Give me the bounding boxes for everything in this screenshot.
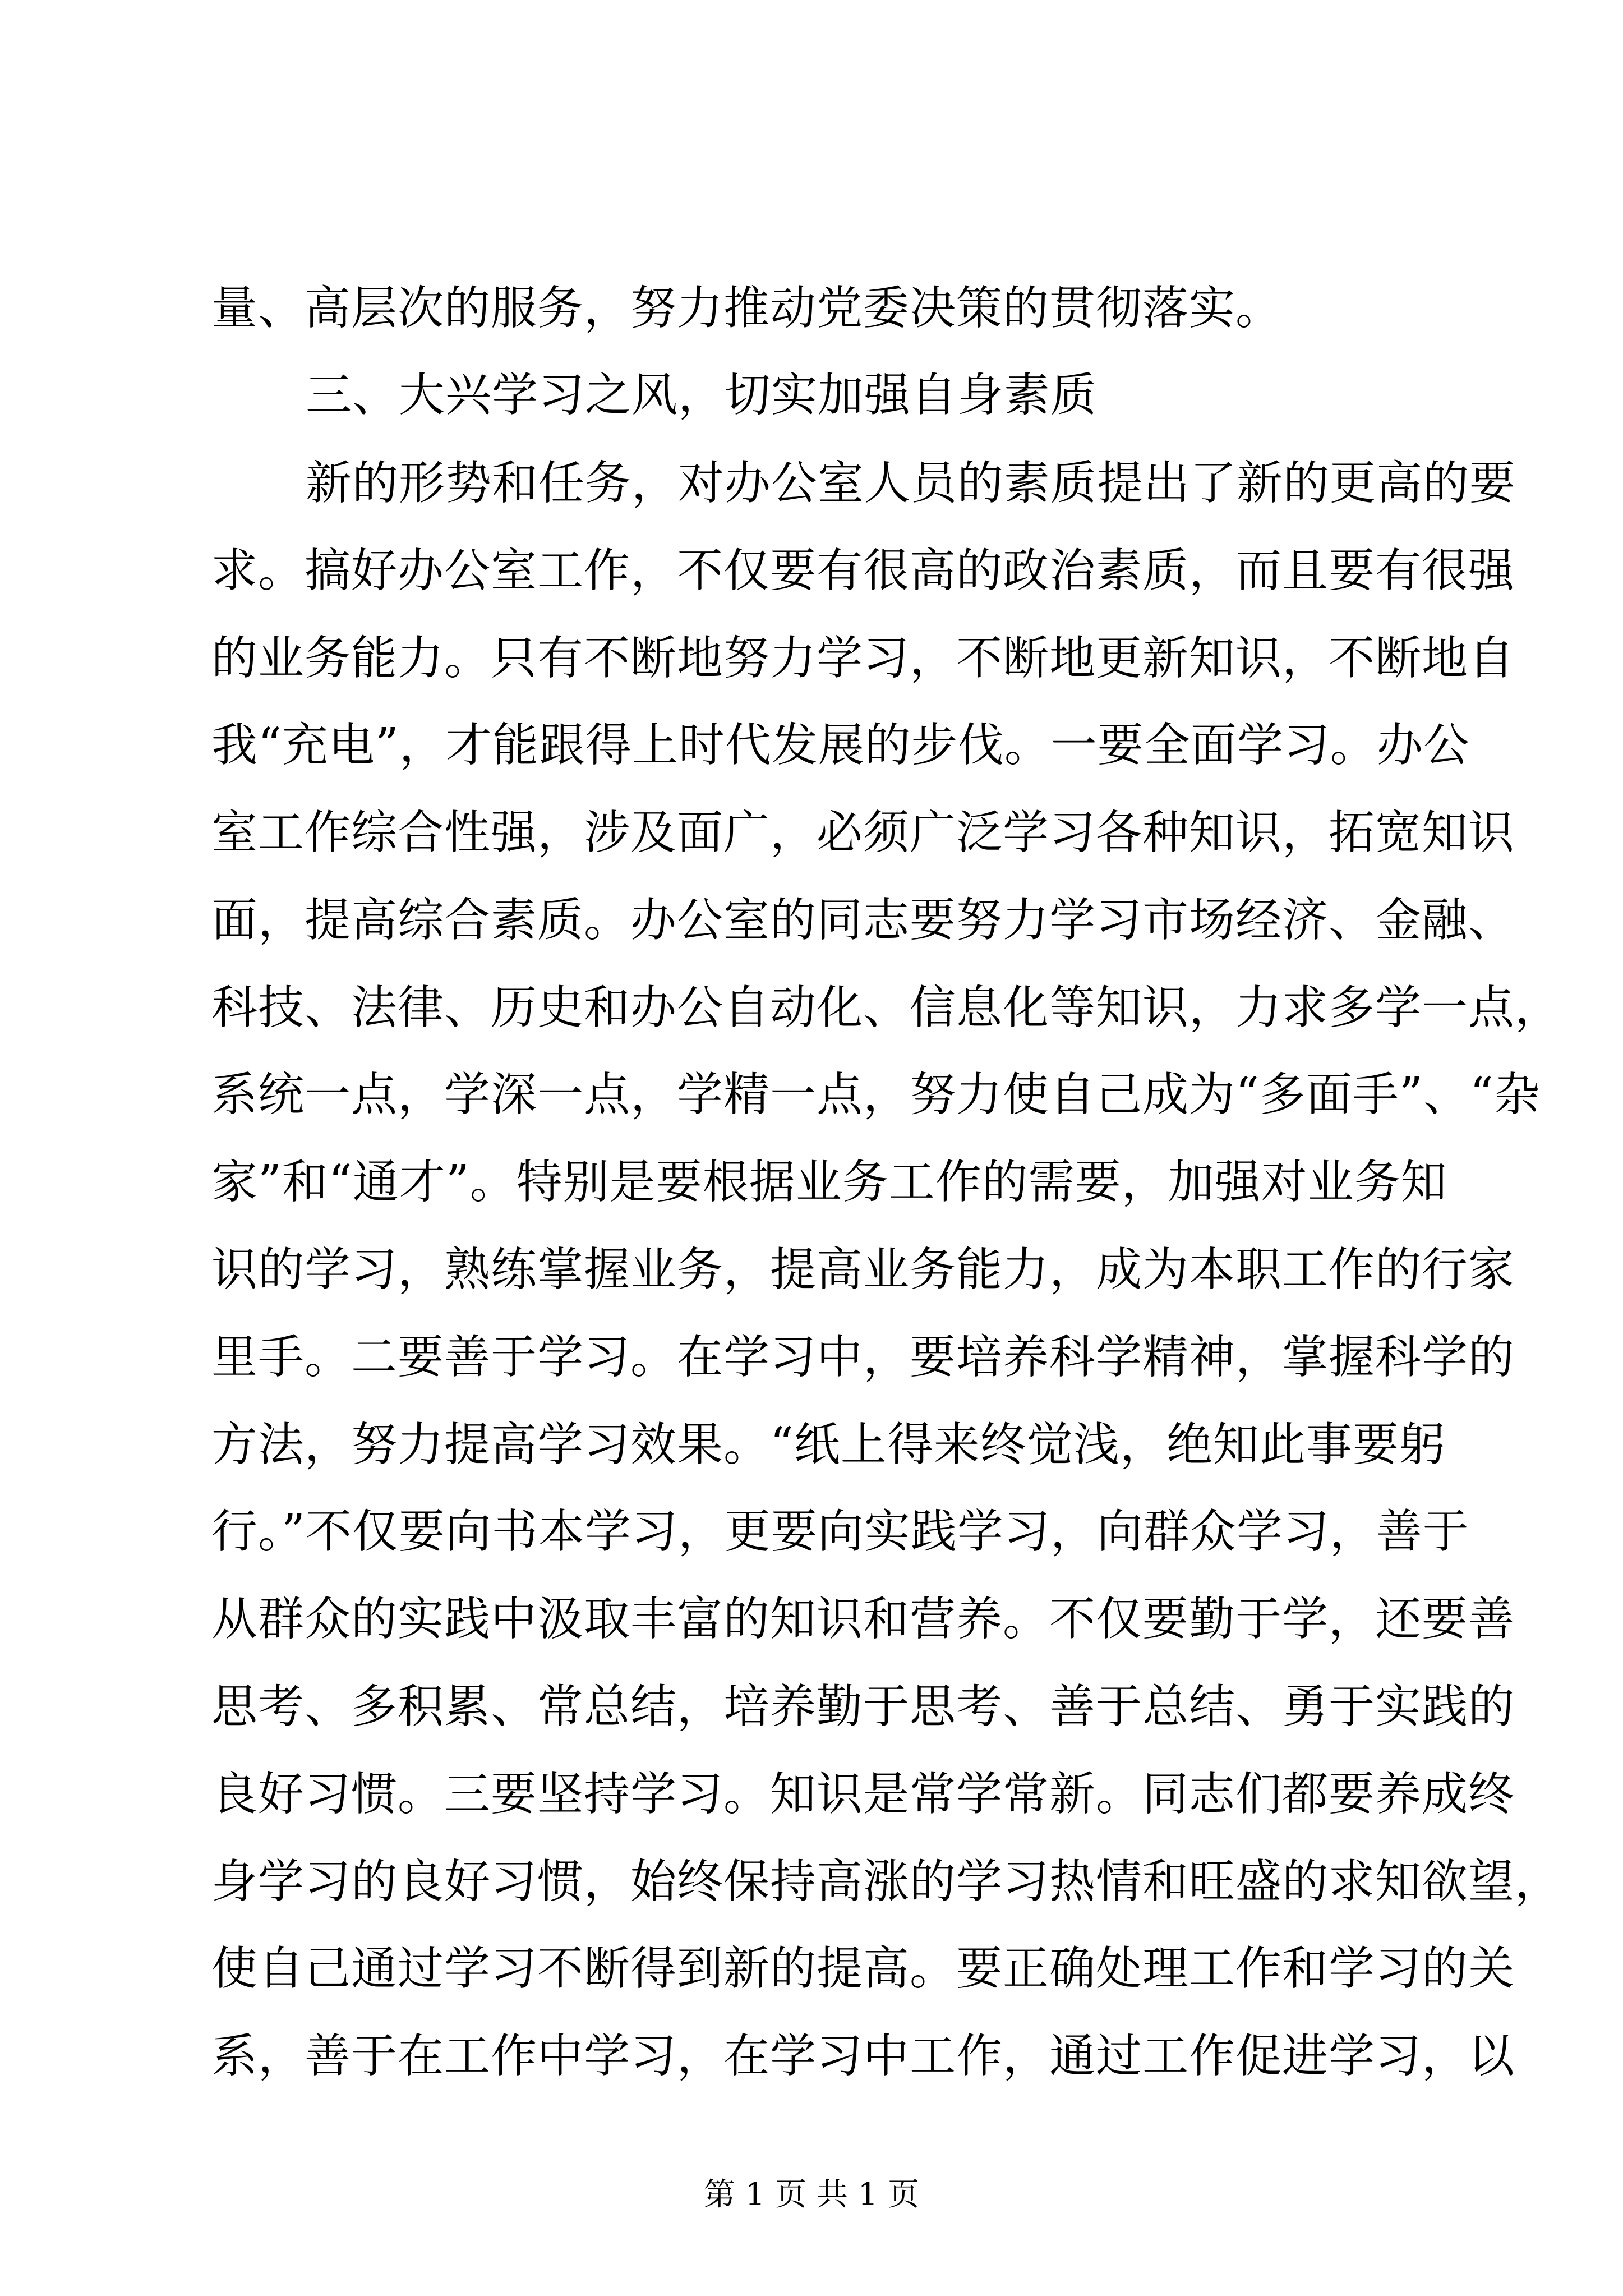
text-line-4: 求。搞好办公室工作，不仅要有很高的政治素质，而且要有很强 [211,544,1515,597]
text-line-5: 的业务能力。只有不断地努力学习，不断地更新知识，不断地自 [211,632,1515,685]
text-line-13: 里手。二要善于学习。在学习中，要培养科学精神，掌握科学的 [211,1331,1515,1384]
text-line-18: 良好习惯。三要坚持学习。知识是常学常新。同志们都要养成终 [211,1768,1515,1821]
text-line-6: 我“充电”，才能跟得上时代发展的步伐。一要全面学习。办公 [211,719,1470,772]
text-line-8: 面，提高综合素质。办公室的同志要努力学习市场经济、金融、 [211,894,1515,947]
text-line-15: 行。”不仅要向书本学习，更要向实践学习，向群众学习，善于 [211,1505,1469,1558]
section-heading: 三、大兴学习之风，切实加强自身素质 [306,369,1098,422]
text-line-10: 系统一点，学深一点，学精一点，努力使自己成为“多面手”、“杂 [211,1068,1541,1121]
text-line-1: 量、高层次的服务，努力推动党委决策的贯彻落实。 [211,282,1283,335]
text-line-9: 科技、法律、历史和办公自动化、信息化等知识，力求多学一点， [211,981,1562,1034]
text-line-12: 识的学习，熟练掌握业务，提高业务能力，成为本职工作的行家 [211,1243,1515,1296]
text-line-14: 方法，努力提高学习效果。“纸上得来终觉浅，绝知此事要躬 [211,1418,1446,1471]
page-number-footer: 第 1 页 共 1 页 [703,2177,920,2213]
text-line-11: 家”和“通才”。特别是要根据业务工作的需要，加强对业务知 [211,1156,1447,1209]
text-line-3: 新的形势和任务，对办公室人员的素质提出了新的更高的要 [306,457,1516,510]
text-line-21: 系，善于在工作中学习，在学习中工作，通过工作促进学习，以 [211,2030,1515,2083]
text-line-7: 室工作综合性强，涉及面广，必须广泛学习各种知识，拓宽知识 [211,806,1515,859]
text-line-16: 从群众的实践中汲取丰富的知识和营养。不仅要勤于学，还要善 [211,1593,1515,1646]
text-line-20: 使自己通过学习不断得到新的提高。要正确处理工作和学习的关 [211,1942,1515,1995]
text-line-17: 思考、多积累、常总结，培养勤于思考、善于总结、勇于实践的 [211,1680,1515,1733]
text-line-19: 身学习的良好习惯，始终保持高涨的学习热情和旺盛的求知欲望， [211,1855,1562,1908]
